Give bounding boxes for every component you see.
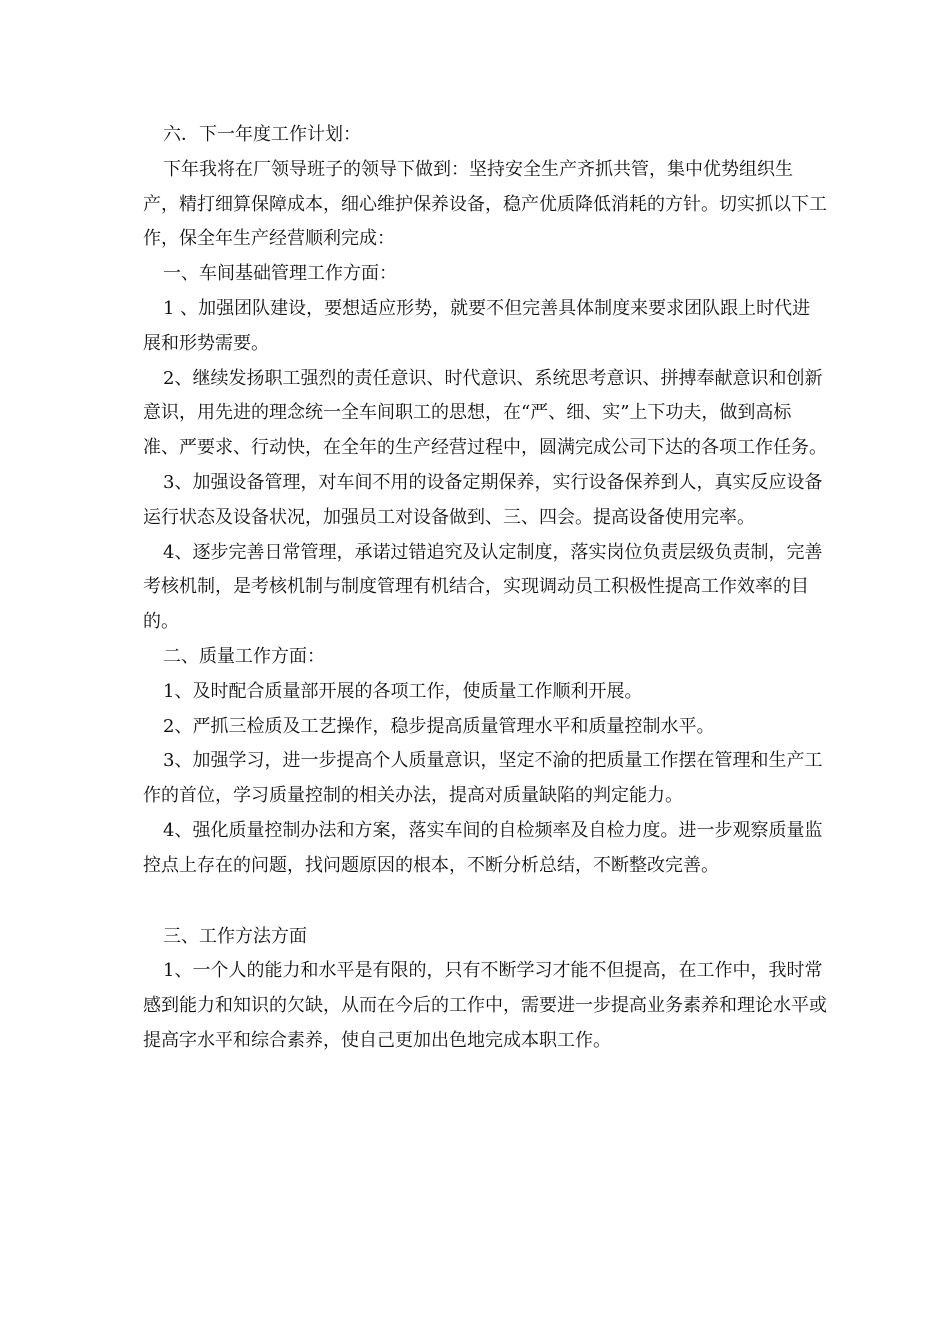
paragraph-item: 3、加强学习，进一步提高个人质量意识，坚定不渝的把质量工作摆在管理和生产工作的首位，学习质量控制的相关办法，提高对质量缺陷的判定能力。	[143, 750, 823, 807]
document-body	[143, 118, 827, 1059]
paragraph-item: 2、严抓三检质及工艺操作，稳步提高质量管理水平和质量控制水平。	[163, 715, 715, 737]
section-heading-workshop: 一、车间基础管理工作方面：	[163, 263, 397, 285]
blank-line	[143, 884, 827, 920]
section-heading-plan: 六．下一年度工作计划：	[163, 124, 361, 145]
paragraph-item: 4、强化质量控制办法和方案，落实车间的自检频率及自检力度。进一步观察质量监控点上存在的问题，找问题原因的根本，不断分析总结，不断整改完善。	[143, 819, 823, 876]
paragraph-item: 1、一个人的能力和水平是有限的，只有不断学习才能不但提高，在工作中，我时常感到能力和知识的欠缺，从而在今后的工作中，需要进一步提高业务素养和理论水平或提高字水平和综合素养，使自己更加出色地完成本职工作。	[143, 960, 827, 1051]
paragraph-intro: 下年我将在厂领导班子的领导下做到：坚持安全生产齐抓共管，集中优势组织生产，精打细算保障成本，细心维护保养设备，稳产优质降低消耗的方针。切实抓以下工作，保全年生产经营顺利完成：	[143, 158, 827, 250]
paragraph-item: 4、逐步完善日常管理，承诺过错追究及认定制度，落实岗位负责层级负责制，完善考核机制，是考核机制与制度管理有机结合，实现调动员工积极性提高工作效率的目的。	[143, 541, 823, 633]
paragraph-item: 3、加强设备管理，对车间不用的设备定期保养，实行设备保养到人，真实反应设备运行状态及设备状况，加强员工对设备做到、三、四会。提高设备使用完率。	[143, 471, 823, 528]
paragraph-item: 2、继续发扬职工强烈的责任意识、时代意识、系统思考意识、拼搏奉献意识和创新意识，用先进的理念统一全车间职工的思想，在“严、细、实”上下功夫，做到高标准、严要求、行动快，在全年的生产经营过程中，圆满完成公司下达的各项工作任务。	[143, 367, 827, 459]
paragraph-item: 1、及时配合质量部开展的各项工作，使质量工作顺利开展。	[163, 680, 643, 702]
section-heading-quality: 二、质量工作方面：	[163, 645, 325, 667]
paragraph-item: 1 、加强团队建设，要想适应形势，就要不但完善具体制度来要求团队跟上时代进展和形势需要。	[143, 297, 811, 354]
section-heading-method: 三、工作方法方面	[163, 925, 307, 947]
